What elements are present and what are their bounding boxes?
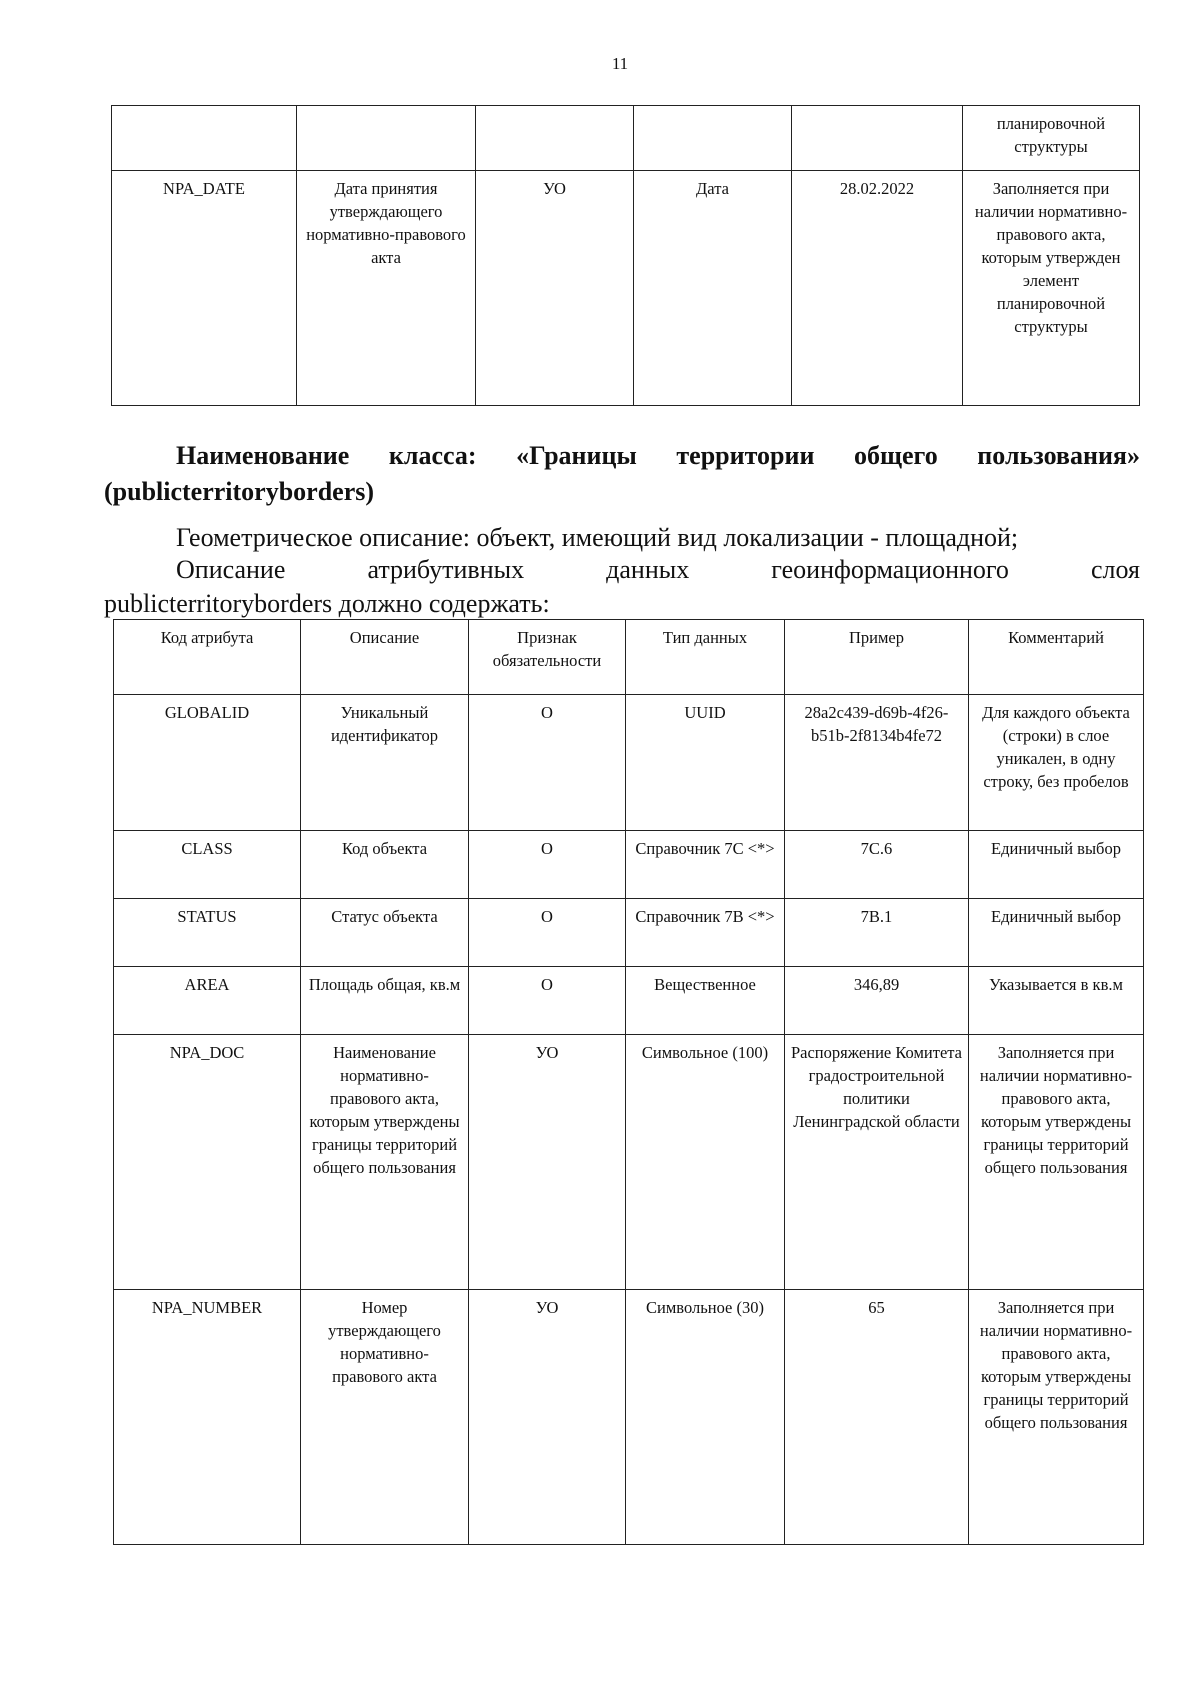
table-cell: Наименование нормативно-правового акта, которым утверждены границы территорий общего пользования xyxy=(301,1035,469,1290)
column-header: Комментарий xyxy=(969,620,1144,695)
table-cell: Символьное (100) xyxy=(626,1035,785,1290)
table-cell: AREA xyxy=(114,967,301,1035)
table-cell: О xyxy=(469,899,626,967)
table-cell: Заполняется при наличии нормативно-правового акта, которым утвержден элемент планировочной структуры xyxy=(963,171,1140,406)
column-header: Тип данных xyxy=(626,620,785,695)
table-row xyxy=(112,106,1140,171)
table-cell: Заполняется при наличии нормативно-правового акта, которым утверждены границы территорий общего пользования xyxy=(969,1035,1144,1290)
attribute-table xyxy=(113,619,1144,1545)
table-cell: Единичный выбор xyxy=(969,899,1144,967)
table-cell: 65 xyxy=(785,1290,969,1545)
table-cell: О xyxy=(469,695,626,831)
attributes-intro-line2: publicterritoryborders должно содержать: xyxy=(104,589,550,618)
table-row xyxy=(114,831,1144,899)
table-cell: УО xyxy=(476,171,634,406)
table-cell: UUID xyxy=(626,695,785,831)
column-header: Признак обязательности xyxy=(469,620,626,695)
table-cell: Указывается в кв.м xyxy=(969,967,1144,1035)
class-heading-title: Наименование класса: «Границы территории общего пользования» xyxy=(176,441,1140,470)
table-row xyxy=(114,695,1144,831)
page-number: 11 xyxy=(611,54,629,73)
table-cell: 346,89 xyxy=(785,967,969,1035)
table-cell: Символьное (30) xyxy=(626,1290,785,1545)
table-cell: Статус объекта xyxy=(301,899,469,967)
table-cell: 7В.1 xyxy=(785,899,969,967)
table-cell: 28a2c439-d69b-4f26-b51b-2f8134b4fe72 xyxy=(785,695,969,831)
table-cell xyxy=(634,106,792,171)
table-cell: планировочной структуры xyxy=(963,106,1140,171)
table-row xyxy=(114,967,1144,1035)
table-cell xyxy=(792,106,963,171)
class-heading-code: (publicterritoryborders) xyxy=(104,477,375,506)
column-header: Описание xyxy=(301,620,469,695)
table-cell: Распоряжение Комитета градостроительной политики Ленинградской области xyxy=(785,1035,969,1290)
table-cell: NPA_NUMBER xyxy=(114,1290,301,1545)
table-cell: GLOBALID xyxy=(114,695,301,831)
continued-attribute-table xyxy=(111,105,1140,406)
table-cell: Код объекта xyxy=(301,831,469,899)
column-header: Пример xyxy=(785,620,969,695)
table-cell: 28.02.2022 xyxy=(792,171,963,406)
table-cell: УО xyxy=(469,1035,626,1290)
table-cell: Для каждого объекта (строки) в слое уникален, в одну строку, без пробелов xyxy=(969,695,1144,831)
table-cell: Вещественное xyxy=(626,967,785,1035)
table-cell: 7С.6 xyxy=(785,831,969,899)
column-header: Код атрибута xyxy=(114,620,301,695)
table-cell: Дата xyxy=(634,171,792,406)
table-row xyxy=(114,1290,1144,1545)
table-row xyxy=(114,899,1144,967)
table-cell: О xyxy=(469,831,626,899)
table-cell: О xyxy=(469,967,626,1035)
table-cell xyxy=(476,106,634,171)
table-row xyxy=(112,171,1140,406)
table-cell xyxy=(112,106,297,171)
table-cell: Справочник 7С <*> xyxy=(626,831,785,899)
class-heading xyxy=(104,438,1140,510)
geometry-description: Геометрическое описание: объект, имеющий вид локализации - площадной; xyxy=(176,523,1019,552)
table-cell: УО xyxy=(469,1290,626,1545)
attributes-intro-line1: Описание атрибутивных данных геоинформационного слоя xyxy=(176,555,1140,584)
table-cell: NPA_DATE xyxy=(112,171,297,406)
table-cell: Единичный выбор xyxy=(969,831,1144,899)
table-cell: Справочник 7В <*> xyxy=(626,899,785,967)
table-header-row xyxy=(114,620,1144,695)
table-cell: Заполняется при наличии нормативно-правового акта, которым утверждены границы территорий общего пользования xyxy=(969,1290,1144,1545)
table-cell: NPA_DOC xyxy=(114,1035,301,1290)
table-row xyxy=(114,1035,1144,1290)
table-cell: Номер утверждающего нормативно-правового акта xyxy=(301,1290,469,1545)
table-cell: STATUS xyxy=(114,899,301,967)
table-cell: CLASS xyxy=(114,831,301,899)
table-cell xyxy=(297,106,476,171)
table-cell: Уникальный идентификатор xyxy=(301,695,469,831)
table-cell: Дата принятия утверждающего нормативно-правового акта xyxy=(297,171,476,406)
table-cell: Площадь общая, кв.м xyxy=(301,967,469,1035)
